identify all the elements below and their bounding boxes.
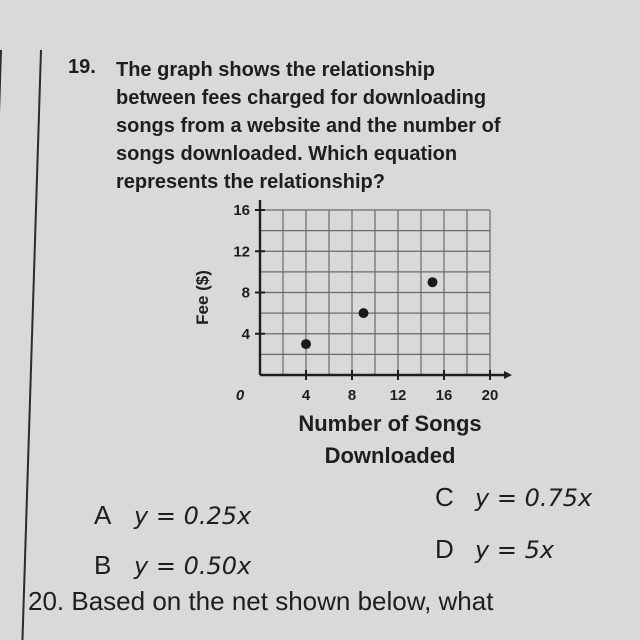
x-tick-label: 12 bbox=[389, 387, 407, 404]
data-point bbox=[428, 277, 438, 287]
x-axis-arrow-icon bbox=[504, 371, 512, 379]
choice-letter: C bbox=[435, 482, 454, 512]
choice-equation: y = 0.75x bbox=[475, 484, 593, 512]
y-tick-label: 4 bbox=[241, 325, 250, 343]
question-line: between fees charged for downloading bbox=[116, 87, 487, 109]
data-point bbox=[359, 308, 369, 318]
choice-letter: B bbox=[94, 550, 112, 580]
answer-choice-c[interactable] bbox=[435, 482, 592, 513]
question-line: The graph shows the relationship bbox=[116, 59, 435, 81]
x-tick-label: 20 bbox=[481, 387, 499, 404]
y-tick-label: 16 bbox=[233, 202, 250, 219]
choice-equation: y = 0.25x bbox=[134, 502, 252, 530]
x-tick-label: 16 bbox=[435, 387, 453, 404]
data-point bbox=[301, 339, 311, 349]
y-axis-title: Fee ($) bbox=[193, 270, 212, 325]
answer-choice-d[interactable] bbox=[435, 534, 554, 565]
answer-choice-b[interactable] bbox=[94, 550, 251, 581]
choice-letter: D bbox=[435, 534, 454, 564]
choice-equation: y = 0.50x bbox=[134, 552, 252, 580]
next-question-text: 20. Based on the net shown below, what bbox=[28, 586, 494, 616]
origin-label: 0 bbox=[235, 387, 245, 404]
question-line: songs from a website and the number of bbox=[116, 115, 501, 137]
y-tick-label: 12 bbox=[233, 243, 250, 261]
question-line: represents the relationship? bbox=[116, 171, 385, 193]
y-tick-label: 8 bbox=[241, 284, 250, 302]
choice-letter: A bbox=[94, 500, 112, 530]
x-axis-title bbox=[270, 408, 510, 472]
page-margin-line bbox=[0, 50, 2, 640]
choice-equation: y = 5x bbox=[475, 536, 555, 564]
question-text bbox=[116, 56, 616, 196]
x-tick-label: 4 bbox=[301, 387, 311, 404]
x-axis-title-line: Number of Songs bbox=[298, 411, 482, 436]
fee-scatter-chart bbox=[185, 200, 520, 410]
page-margin-line-inner bbox=[21, 50, 42, 640]
x-tick-label: 8 bbox=[347, 387, 357, 404]
x-axis-title-line: Downloaded bbox=[324, 443, 456, 468]
question-number: 19. bbox=[68, 56, 96, 78]
answer-choice-a[interactable] bbox=[94, 500, 251, 531]
question-line: songs downloaded. Which equation bbox=[116, 143, 458, 165]
